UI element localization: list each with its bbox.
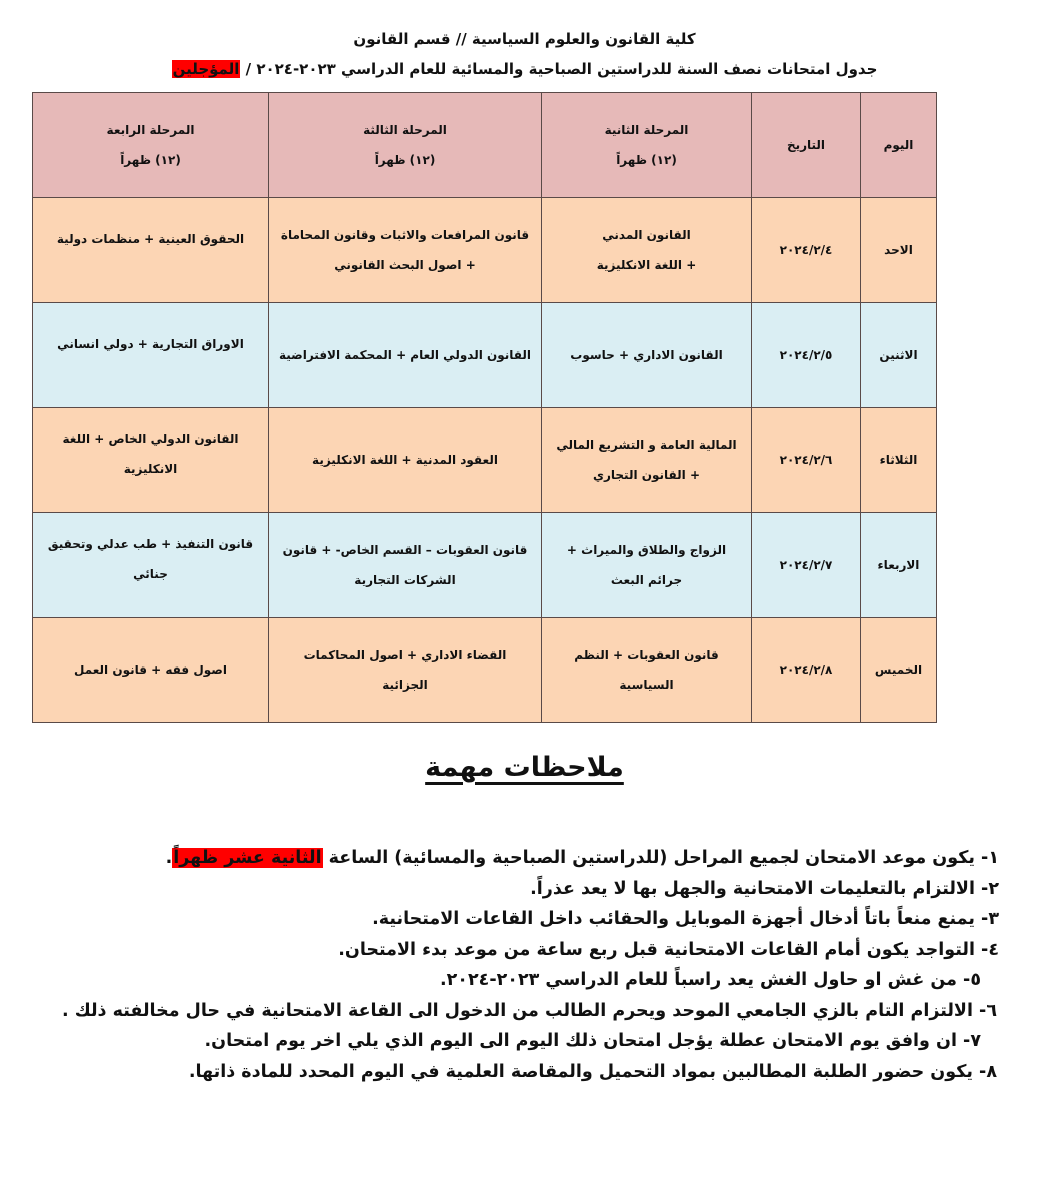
- header-date: التاريخ: [752, 93, 861, 198]
- stage3-cell: [269, 408, 542, 513]
- stage3-time: (١٢) ظهراً: [374, 153, 436, 167]
- stage2-cell: [542, 303, 752, 408]
- stage3-cell: [269, 303, 542, 408]
- day-cell: الاربعاء: [861, 513, 937, 618]
- subject-line: قانون التنفيذ + طب عدلي وتحقيق: [47, 537, 254, 551]
- subject-line: الاوراق التجارية + دولي انساني: [57, 337, 244, 351]
- stage2-cell: [542, 513, 752, 618]
- note-item: [99, 843, 999, 874]
- date-cell: ٢٠٢٤/٢/٧: [752, 513, 861, 618]
- schedule-title-text: جدول امتحانات نصف السنة للدراستين الصباحية والمسائية للعام الدراسي ٢٠٢٣-٢٠٢٤ /: [240, 60, 878, 78]
- date-cell: ٢٠٢٤/٢/٤: [752, 198, 861, 303]
- stage2-cell: [542, 618, 752, 723]
- stage3-cell: [269, 513, 542, 618]
- subject-line: الانكليزية: [123, 462, 178, 476]
- table-row: [33, 198, 937, 303]
- stage2-time: (١٢) ظهراً: [616, 153, 677, 167]
- day-cell: الاحد: [861, 198, 937, 303]
- postponed-highlight: المؤجلين: [172, 60, 240, 78]
- stage2-cell: [542, 198, 752, 303]
- note-item: ٤- التواجد يكون أمام القاعات الامتحانية قبل ربع ساعة من موعد بدء الامتحان.: [338, 939, 999, 960]
- note-item: ٦- الالتزام التام بالزي الجامعي الموحد ويحرم الطالب من الدخول الى القاعة الامتحانية في حال مخالفته ذلك .: [61, 1000, 997, 1021]
- day-cell: الثلاثاء: [861, 408, 937, 513]
- stage4-cell: [33, 198, 269, 303]
- subject-line: الشركات التجارية: [354, 573, 456, 587]
- notes-heading: [0, 752, 1049, 783]
- stage3-cell: [269, 198, 542, 303]
- subject-line: قانون العقوبات – القسم الخاص- + قانون: [282, 543, 528, 557]
- table-row: [33, 408, 937, 513]
- stage4-time: (١٢) ظهراً: [120, 153, 181, 167]
- header-stage4: [33, 93, 269, 198]
- day-cell: الاثنين: [861, 303, 937, 408]
- note-item: ٢- الالتزام بالتعليمات الامتحانية والجهل بها لا يعد عذراً.: [530, 878, 999, 899]
- note-item: ٨- يكون حضور الطلبة المطالبين بمواد التحميل والمقاصة العلمية في اليوم المحدد للمادة ذاتها.: [188, 1061, 997, 1082]
- exam-schedule-table: [32, 92, 937, 723]
- subject-line: + اللغة الانكليزية: [596, 258, 697, 272]
- subject-line: القانون المدني: [602, 228, 691, 242]
- note-item: ٣- يمنع منعاً باتاً أدخال أجهزة الموبايل والحقائب داخل القاعات الامتحانية.: [372, 909, 999, 929]
- header-stage2: [542, 93, 752, 198]
- note-text: ١- يكون موعد الامتحان لجميع المراحل (للدراستين الصباحية والمسائية) الساعة: [322, 848, 999, 868]
- schedule-title: [0, 60, 1049, 78]
- subject-line: القانون الدولي الخاص + اللغة: [62, 432, 239, 446]
- subject-line: جنائي: [133, 567, 168, 581]
- header-day: اليوم: [861, 93, 937, 198]
- time-highlight: الثانية عشر ظهراً: [173, 848, 322, 868]
- table-row: [33, 303, 937, 408]
- subject-line: السياسية: [619, 678, 674, 692]
- day-cell: الخميس: [861, 618, 937, 723]
- note-item: ٧- ان وافق يوم الامتحان عطلة يؤجل امتحان ذلك اليوم الى اليوم الذي يلي اخر يوم امتحان.: [204, 1031, 981, 1051]
- table-row: [33, 513, 937, 618]
- header-stage3: [269, 93, 542, 198]
- subject-line: القانون الاداري + حاسوب: [570, 348, 723, 362]
- subject-line: القانون الدولي العام + المحكمة الافتراضية: [278, 348, 532, 362]
- date-cell: ٢٠٢٤/٢/٥: [752, 303, 861, 408]
- note-item: ٥- من غش او حاول الغش يعد راسباً للعام الدراسي ٢٠٢٣-٢٠٢٤.: [439, 970, 981, 990]
- stage3-cell: [269, 618, 542, 723]
- subject-line: الجزائية: [382, 678, 428, 692]
- table-row: [33, 618, 937, 723]
- stage4-name: المرحلة الرابعة: [106, 123, 195, 137]
- stage3-name: المرحلة الثالثة: [363, 123, 447, 137]
- stage4-cell: [33, 618, 269, 723]
- subject-line: الزواج والطلاق والميراث +: [566, 543, 727, 557]
- subject-line: + القانون التجاري: [592, 468, 701, 482]
- stage4-cell: [33, 408, 269, 513]
- subject-line: القضاء الاداري + اصول المحاكمات: [303, 648, 507, 662]
- college-title: كلية القانون والعلوم السياسية // قسم القانون: [353, 30, 696, 48]
- subject-line: قانون العقوبات + النظم: [574, 648, 719, 662]
- subject-line: اصول فقه + قانون العمل: [74, 663, 227, 677]
- notes-heading-text: ملاحظات مهمة: [425, 752, 624, 783]
- subject-line: قانون المرافعات والاثبات وقانون المحاماة: [280, 228, 530, 242]
- subject-line: + اصول البحث القانوني: [334, 258, 476, 272]
- stage4-cell: [33, 513, 269, 618]
- note-tail: .: [165, 848, 173, 868]
- date-cell: ٢٠٢٤/٢/٦: [752, 408, 861, 513]
- stage2-cell: [542, 408, 752, 513]
- stage4-cell: [33, 303, 269, 408]
- notes-list: [61, 843, 999, 1087]
- subject-line: الحقوق العينية + منظمات دولية: [56, 232, 245, 246]
- stage2-name: المرحلة الثانية: [604, 123, 689, 137]
- subject-line: العقود المدنية + اللغة الانكليزية: [312, 453, 498, 467]
- date-cell: ٢٠٢٤/٢/٨: [752, 618, 861, 723]
- table-header-row: [33, 93, 937, 198]
- subject-line: المالية العامة و التشريع المالي: [556, 438, 737, 452]
- subject-line: جرائم البعث: [610, 573, 683, 587]
